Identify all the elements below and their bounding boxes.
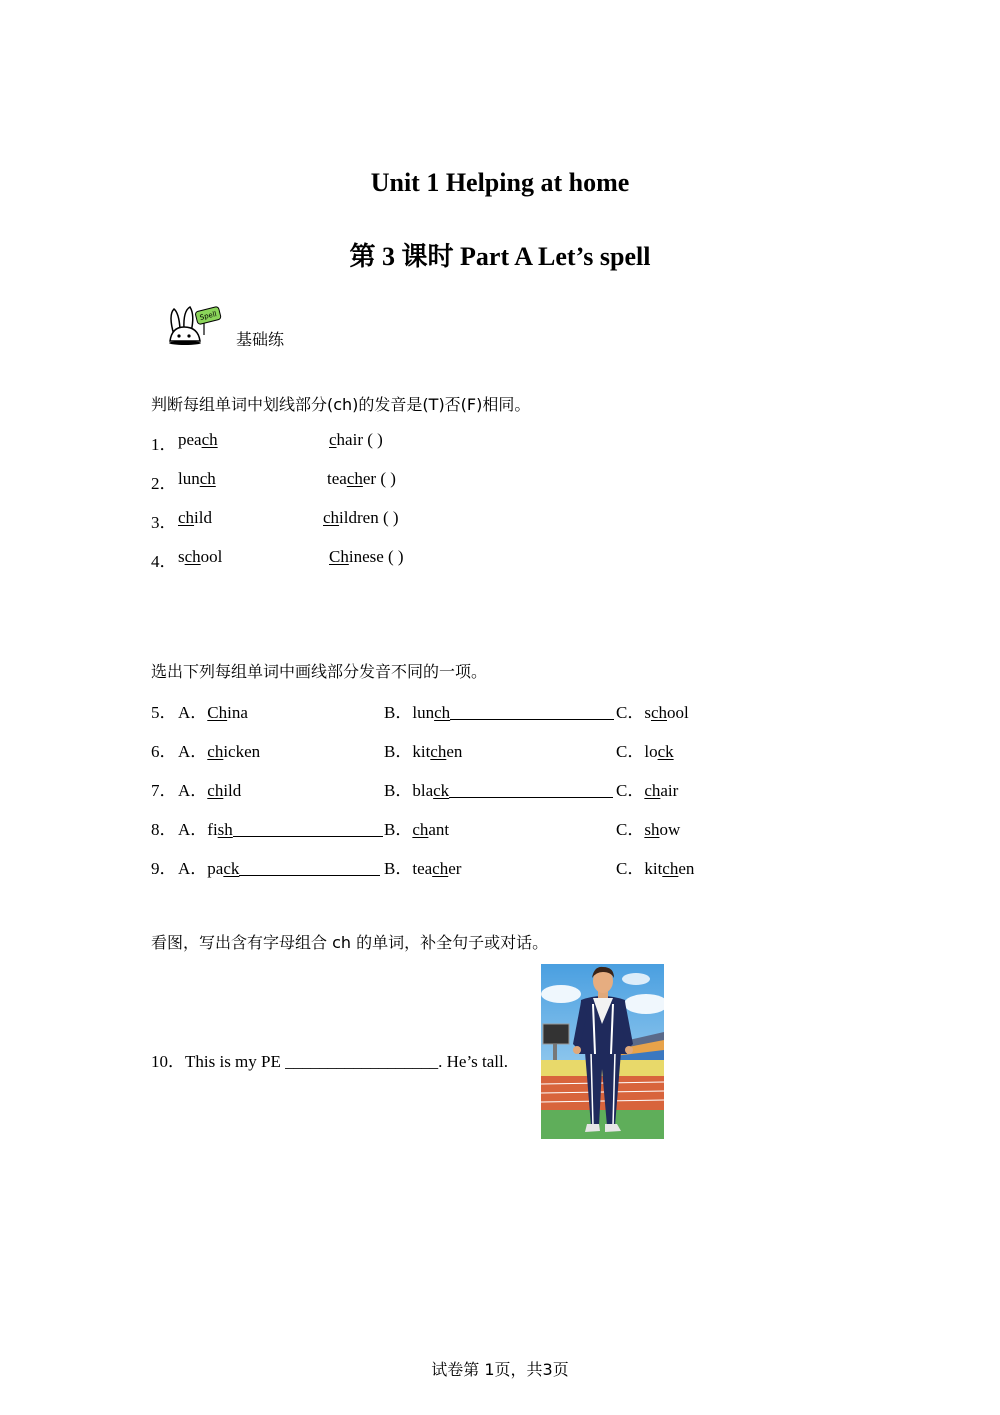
underlined-letters: ch [184, 547, 201, 566]
option-a[interactable] [178, 698, 248, 723]
question-10 [151, 1047, 508, 1072]
underlined-letters: ch [432, 859, 449, 878]
option-a[interactable] [178, 854, 380, 879]
word-part-with-answer-bracket[interactable]: inese ( ) [348, 547, 404, 566]
word-part: bla [412, 781, 434, 800]
underlined-letters: ch [346, 469, 363, 488]
word-part: er [448, 859, 462, 878]
bunny-mascot-icon [166, 305, 224, 345]
underline-rule [450, 702, 614, 720]
part1-instruction: 判断每组单词中划线部分(ch)的发音是(T)否(F)相同。 [151, 395, 531, 414]
underlined-letters: Ch [207, 703, 228, 722]
pe-teacher-image [541, 964, 664, 1139]
option-a[interactable] [178, 737, 260, 762]
word-part-with-answer-bracket[interactable]: er ( ) [362, 469, 396, 488]
option-b[interactable] [384, 737, 462, 762]
option-label: C． [616, 781, 645, 800]
option-label: B． [384, 859, 413, 878]
option-label: A． [178, 859, 208, 878]
word-part: ool [667, 703, 689, 722]
underlined-letters: ch [178, 508, 195, 527]
word-two-with-answer [329, 547, 404, 567]
question-number: 3． [151, 513, 177, 532]
underlined-letters: ch [434, 703, 451, 722]
answer-blank[interactable]: __________________ [285, 1052, 439, 1071]
option-label: B． [384, 820, 413, 839]
question-number: 10． [151, 1052, 185, 1071]
option-label: A． [178, 742, 208, 761]
underlined-letters: ch [207, 742, 224, 761]
word-part: en [678, 859, 695, 878]
word-part: lo [644, 742, 658, 761]
option-c[interactable] [616, 854, 694, 879]
word-one [178, 430, 218, 450]
word-part: fi [207, 820, 218, 839]
word-two-with-answer [327, 469, 396, 489]
option-b[interactable] [384, 698, 614, 723]
option-c[interactable] [616, 815, 680, 840]
option-label: A． [178, 781, 208, 800]
part3-instruction: 看图，写出含有字母组合 ch 的单词，补全句子或对话。 [151, 933, 549, 952]
word-part: lun [178, 469, 200, 488]
section-label: 基础练 [236, 330, 285, 349]
sentence-start: This is my PE [185, 1052, 286, 1071]
question-number: 9． [151, 859, 177, 878]
word-one [178, 547, 222, 567]
word-part: ild [223, 781, 242, 800]
underline-rule [233, 819, 383, 837]
underlined-letters: ch [430, 742, 447, 761]
word-part: lun [412, 703, 435, 722]
underlined-letters: ch [207, 781, 224, 800]
underlined-letters: ch [644, 781, 661, 800]
bunny-sign-text: Spell [198, 310, 218, 322]
word-part: en [446, 742, 463, 761]
option-a[interactable] [178, 815, 383, 840]
underlined-letters: ch [650, 703, 668, 722]
word-part: kit [412, 742, 431, 761]
page-footer: 试卷第 1页，共3页 [431, 1360, 569, 1379]
option-c[interactable] [616, 737, 674, 762]
option-label: B． [384, 781, 413, 800]
word-two-with-answer [329, 430, 383, 450]
underlined-letters: ch [199, 469, 216, 488]
word-one [178, 469, 216, 489]
word-part: pea [178, 430, 202, 449]
word-part: s [644, 703, 651, 722]
word-part: ant [428, 820, 450, 839]
word-part-with-answer-bracket[interactable]: hair ( ) [336, 430, 383, 449]
option-b[interactable] [384, 854, 461, 879]
word-part: s [178, 547, 185, 566]
question-number: 4． [151, 552, 177, 571]
underlined-letters: ck [433, 781, 450, 800]
underlined-letters: ck [657, 742, 674, 761]
underlined-letters: c [329, 430, 337, 449]
question-number: 8． [151, 820, 177, 839]
underlined-letters: ck [223, 859, 240, 878]
underlined-letters: sh [644, 820, 660, 839]
underline-rule [239, 858, 380, 876]
option-label: C． [616, 742, 645, 761]
option-label: C． [616, 859, 645, 878]
question-number: 2． [151, 474, 177, 493]
option-a[interactable] [178, 776, 241, 801]
word-part: air [660, 781, 679, 800]
sentence-end: . He’s tall. [438, 1052, 509, 1071]
word-part: ina [227, 703, 248, 722]
word-part: pa [207, 859, 224, 878]
word-part: ild [194, 508, 212, 527]
option-label: C． [616, 820, 645, 839]
word-part: tea [327, 469, 347, 488]
underlined-letters: ch [662, 859, 679, 878]
option-b[interactable] [384, 815, 449, 840]
option-c[interactable] [616, 698, 689, 723]
option-b[interactable] [384, 776, 613, 801]
underlined-letters: sh [217, 820, 233, 839]
question-number: 1． [151, 435, 177, 454]
part2-instruction: 选出下列每组单词中画线部分发音不同的一项。 [151, 662, 488, 681]
word-two-with-answer [323, 508, 399, 528]
question-number: 7． [151, 781, 177, 800]
option-label: C． [616, 703, 645, 722]
word-part: ool [200, 547, 223, 566]
question-number: 5． [151, 703, 177, 722]
word-part: ow [659, 820, 681, 839]
underlined-letters: ch [323, 508, 340, 527]
option-c[interactable] [616, 776, 678, 801]
word-part: tea [412, 859, 433, 878]
page-title: Unit 1 Helping at home [370, 168, 630, 197]
underlined-letters: ch [201, 430, 218, 449]
option-label: B． [384, 742, 413, 761]
question-number: 6． [151, 742, 177, 761]
option-label: A． [178, 703, 208, 722]
lesson-subtitle: 第 3 课时 Part A Let’s spell [349, 242, 651, 271]
option-label: A． [178, 820, 208, 839]
underlined-letters: ch [412, 820, 429, 839]
word-part-with-answer-bracket[interactable]: ildren ( ) [339, 508, 399, 527]
underlined-letters: Ch [329, 547, 349, 566]
option-label: B． [384, 703, 413, 722]
word-part: kit [644, 859, 663, 878]
word-one [178, 508, 212, 528]
word-part: icken [223, 742, 261, 761]
underline-rule [449, 780, 613, 798]
